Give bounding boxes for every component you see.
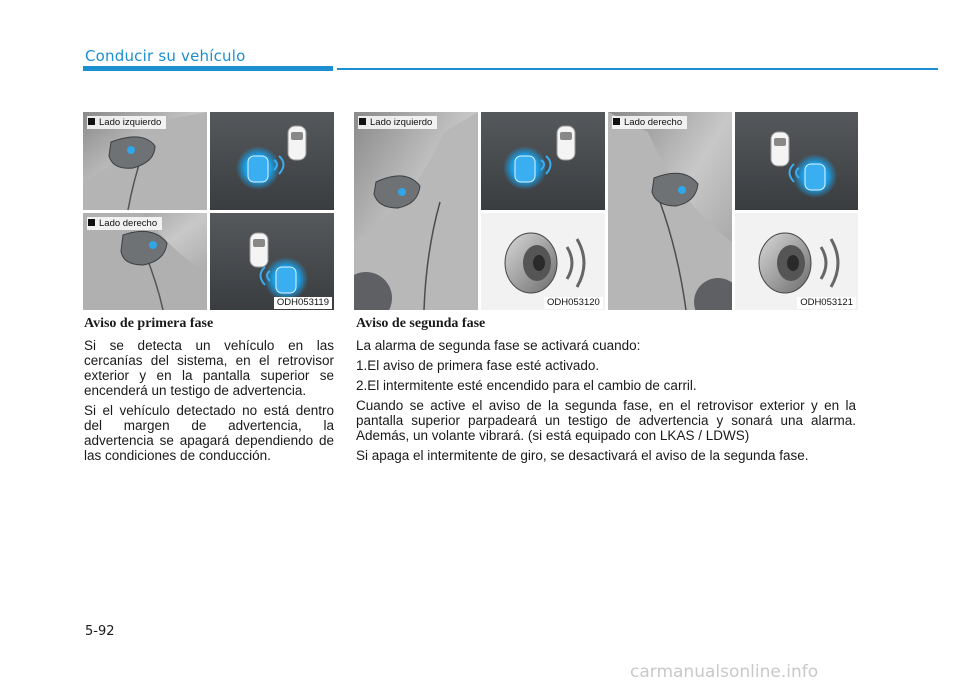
- header-rule-thin: [337, 68, 938, 70]
- list-item: 1.El aviso de primera fase esté activado.: [356, 358, 600, 373]
- paragraph: Cuando se active el aviso de la segunda fase, en el retrovisor exterior y en la pantalla superior parpadeará un testigo de advertencia y sonará una alarma. Además, un volante vibrará. (si está equipado con LKAS / LDWS): [356, 398, 856, 443]
- header-rule-thick: [83, 66, 333, 71]
- panel-right-car-photo: [608, 112, 732, 310]
- figure-code-right: ODH053121: [797, 297, 856, 309]
- panel-right-speaker: [735, 213, 858, 310]
- panel-label: Lado derecho: [612, 116, 687, 129]
- paragraph: Si el vehículo detectado no está dentro del margen de advertencia, la advertencia se apagará dependiendo de las condiciones de conducción.: [84, 403, 334, 463]
- figure-code-left: ODH053120: [544, 297, 603, 309]
- panel-right-mirror-photo: [83, 213, 207, 310]
- watermark: carmanualsonline.info: [630, 662, 819, 682]
- panel-left-car-photo: [354, 112, 478, 310]
- page-number: 5-92: [85, 624, 115, 639]
- panel-label: Lado derecho: [87, 217, 162, 230]
- panel-left-display: [210, 112, 334, 210]
- panel-right-display: [210, 213, 334, 310]
- panel-left-speaker: [481, 213, 605, 310]
- section-header-title: Conducir su vehículo: [85, 47, 246, 65]
- panel-label: Lado izquierdo: [87, 116, 166, 129]
- figure-code: ODH053119: [274, 297, 332, 309]
- section-title: Aviso de primera fase: [84, 316, 214, 331]
- panel-label: Lado izquierdo: [358, 116, 437, 129]
- paragraph: La alarma de segunda fase se activará cuando:: [356, 338, 641, 353]
- figure-second-stage: [354, 112, 858, 310]
- section-first-stage-warning: [84, 316, 334, 468]
- panel-left-display: [481, 112, 605, 210]
- panel-right-display: [735, 112, 858, 210]
- panel-left-mirror-photo: [83, 112, 207, 210]
- paragraph: Si se detecta un vehículo en las cercanías del sistema, en el retrovisor exterior y en la pantalla superior se encenderá un testigo de advertencia.: [84, 338, 334, 398]
- list-item: 2.El intermitente esté encendido para el cambio de carril.: [356, 378, 697, 393]
- section-title: Aviso de segunda fase: [356, 316, 486, 331]
- section-second-stage-warning: [356, 316, 856, 468]
- paragraph: Si apaga el intermitente de giro, se desactivará el aviso de la segunda fase.: [356, 448, 809, 463]
- figure-first-stage: [83, 112, 334, 310]
